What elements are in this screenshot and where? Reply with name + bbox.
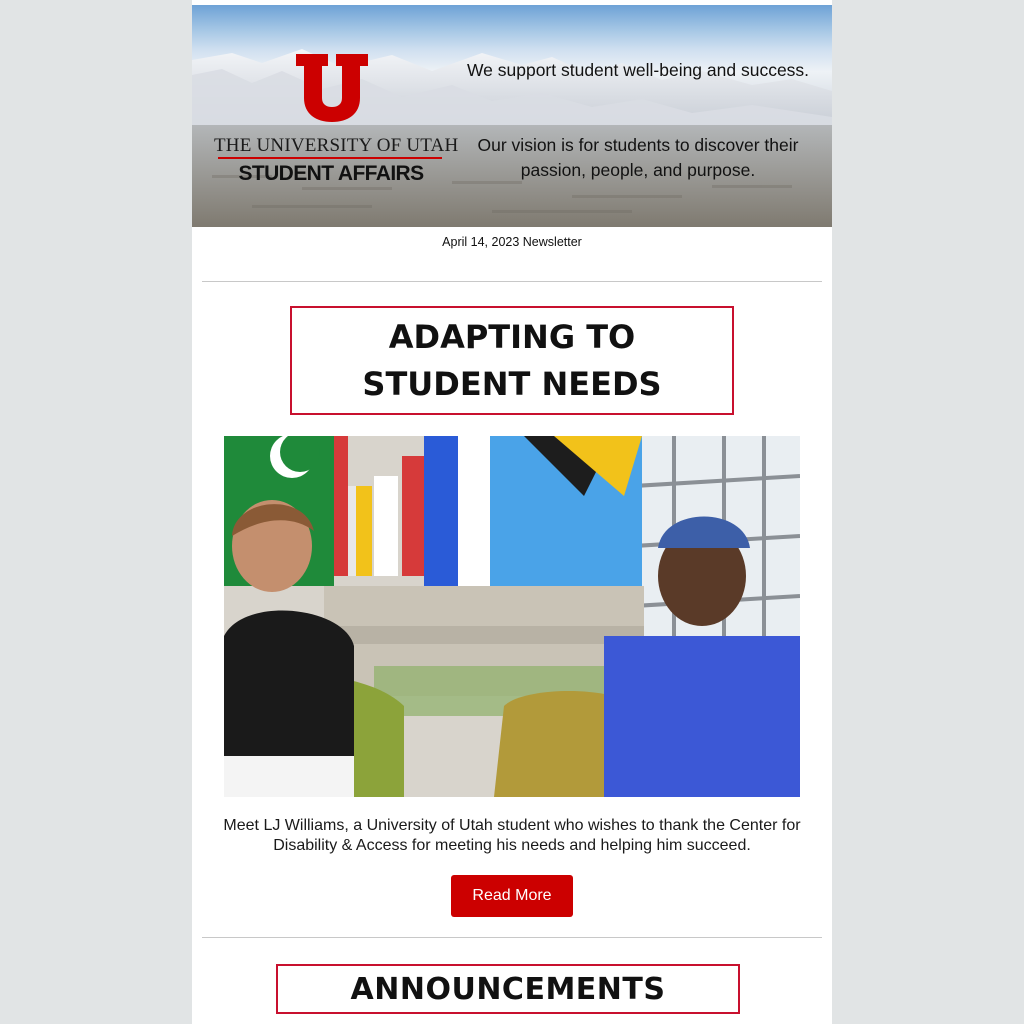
mountain-landscape-image <box>192 5 832 227</box>
tagline-vision: Our vision is for students to discover their passion, people, and purpose. <box>477 135 799 180</box>
department-name: STUDENT AFFAIRS <box>238 162 424 185</box>
section-divider <box>202 281 822 282</box>
university-name: THE UNIVERSITY OF UTAH <box>214 135 459 156</box>
logo-divider <box>218 157 442 159</box>
newsletter-date: April 14, 2023 Newsletter <box>442 235 582 249</box>
newsletter-email <box>192 0 832 1024</box>
announcements-heading: ANNOUNCEMENTS <box>350 971 666 1007</box>
feature-heading-box <box>290 306 734 415</box>
header-banner <box>192 5 832 227</box>
section-divider <box>202 937 822 938</box>
announcements-heading-box <box>276 964 740 1014</box>
feature-photo[interactable] <box>224 436 800 797</box>
feature-caption: Meet LJ Williams, a University of Utah student who wishes to thank the Center for Disability & Access for meeting his needs and helping him succeed. <box>223 817 801 854</box>
read-more-button[interactable]: Read More <box>451 875 573 917</box>
feature-photo-illustration <box>224 436 800 797</box>
tagline-mission: We support student well-being and success. <box>466 60 810 80</box>
feature-heading: ADAPTING TO STUDENT NEEDS <box>362 317 662 403</box>
university-u-logo <box>294 52 370 124</box>
